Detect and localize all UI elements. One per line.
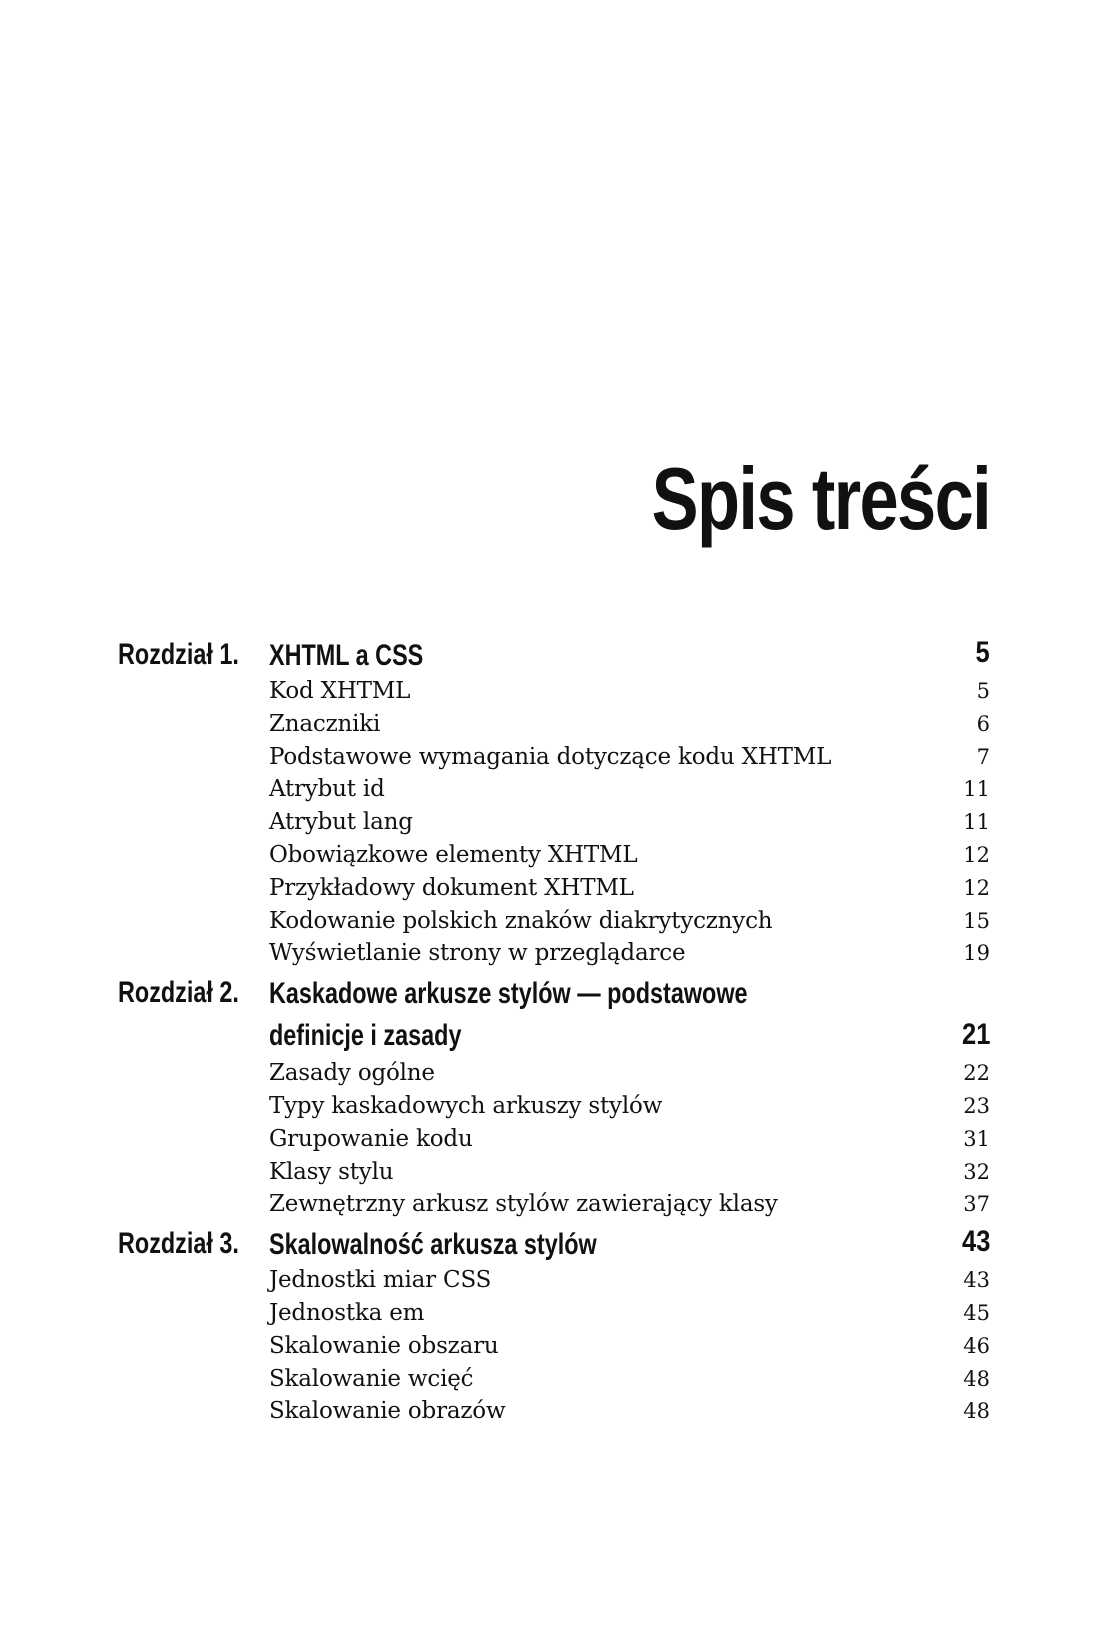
entry-title: Podstawowe wymagania dotyczące kodu XHTML: [269, 743, 832, 770]
toc-entry[interactable]: [118, 1330, 990, 1363]
entry-page-number: 19: [963, 941, 990, 966]
chapter-heading[interactable]: [118, 973, 990, 1057]
chapter-page-number: 43: [961, 1225, 990, 1259]
toc-entry[interactable]: [118, 839, 990, 872]
section-list: [118, 1264, 990, 1428]
entry-page-number: 48: [963, 1366, 990, 1391]
entry-title: Obowiązkowe elementy XHTML: [269, 841, 638, 868]
toc-entry[interactable]: [118, 937, 990, 970]
toc-entry[interactable]: [118, 1057, 990, 1090]
entry-title: Klasy stylu: [269, 1158, 394, 1185]
chapter-label: Rozdział 2.: [118, 976, 239, 1010]
entry-page-number: 31: [963, 1126, 990, 1151]
chapter-heading[interactable]: [118, 635, 990, 675]
toc-entry[interactable]: [118, 675, 990, 708]
entry-page-number: 6: [976, 711, 990, 736]
toc-entry[interactable]: [118, 1363, 990, 1396]
entry-page-number: 23: [963, 1093, 990, 1118]
toc-entry[interactable]: [118, 872, 990, 905]
chapter-heading[interactable]: [118, 1224, 990, 1264]
entry-title: Kodowanie polskich znaków diakrytycznych: [269, 907, 773, 934]
entry-page-number: 12: [963, 875, 990, 900]
entry-title: Skalowanie obrazów: [269, 1398, 506, 1425]
toc-entry[interactable]: [118, 1395, 990, 1428]
toc-entry[interactable]: [118, 905, 990, 938]
entry-page-number: 11: [963, 777, 990, 802]
toc-entry[interactable]: [118, 1264, 990, 1297]
entry-title: Zewnętrzny arkusz stylów zawierający klasy: [269, 1191, 778, 1218]
entry-page-number: 15: [963, 908, 990, 933]
entry-title: Wyświetlanie strony w przeglądarce: [269, 940, 686, 967]
entry-title: Skalowanie wcięć: [269, 1365, 474, 1392]
toc-entry[interactable]: [118, 1090, 990, 1123]
entry-page-number: 48: [963, 1399, 990, 1424]
toc-entry[interactable]: [118, 1156, 990, 1189]
entry-title: Znaczniki: [269, 710, 381, 737]
chapter-title: Kaskadowe arkusze stylów — podstawowe definicje i zasady: [269, 977, 748, 1053]
entry-title: Zasady ogólne: [269, 1060, 435, 1087]
entry-page-number: 32: [963, 1159, 990, 1184]
toc-entry[interactable]: [118, 1123, 990, 1156]
entry-title: Skalowanie obszaru: [269, 1332, 499, 1359]
section-list: [118, 675, 990, 970]
entry-page-number: 37: [963, 1192, 990, 1217]
chapter-title: XHTML a CSS: [269, 639, 424, 672]
toc-entry[interactable]: [118, 806, 990, 839]
entry-title: Typy kaskadowych arkuszy stylów: [269, 1092, 663, 1119]
entry-title: Kod XHTML: [269, 678, 411, 704]
entry-title: Jednostki miar CSS: [269, 1267, 492, 1294]
chapter-2: [118, 973, 990, 1221]
toc-entry[interactable]: [118, 708, 990, 741]
entry-page-number: 45: [963, 1300, 990, 1325]
toc-entry[interactable]: [118, 1188, 990, 1221]
entry-title: Przykładowy dokument XHTML: [269, 874, 634, 901]
entry-title: Grupowanie kodu: [269, 1125, 473, 1152]
chapter-page-number: 5: [975, 636, 990, 669]
chapter-label: Rozdział 1.: [118, 638, 239, 671]
chapter-1: [118, 635, 990, 970]
chapter-title: Skalowalność arkusza stylów: [269, 1228, 597, 1262]
chapter-label: Rozdział 3.: [118, 1227, 239, 1261]
chapter-3: [118, 1224, 990, 1428]
chapter-page-number: 21: [961, 1018, 990, 1052]
entry-page-number: 5: [976, 679, 990, 703]
entry-title: Atrybut lang: [269, 809, 413, 836]
entry-page-number: 43: [963, 1268, 990, 1293]
toc-entry[interactable]: [118, 773, 990, 806]
entry-title: Atrybut id: [269, 776, 385, 803]
entry-page-number: 46: [963, 1333, 990, 1358]
entry-title: Jednostka em: [269, 1299, 425, 1326]
toc-entry[interactable]: [118, 741, 990, 774]
entry-page-number: 22: [963, 1061, 990, 1086]
table-of-contents: [118, 635, 990, 1431]
section-list: [118, 1057, 990, 1221]
page-title: Spis treści: [651, 449, 990, 548]
entry-page-number: 11: [963, 810, 990, 835]
entry-page-number: 7: [976, 744, 990, 769]
toc-entry[interactable]: [118, 1297, 990, 1330]
entry-page-number: 12: [963, 842, 990, 867]
